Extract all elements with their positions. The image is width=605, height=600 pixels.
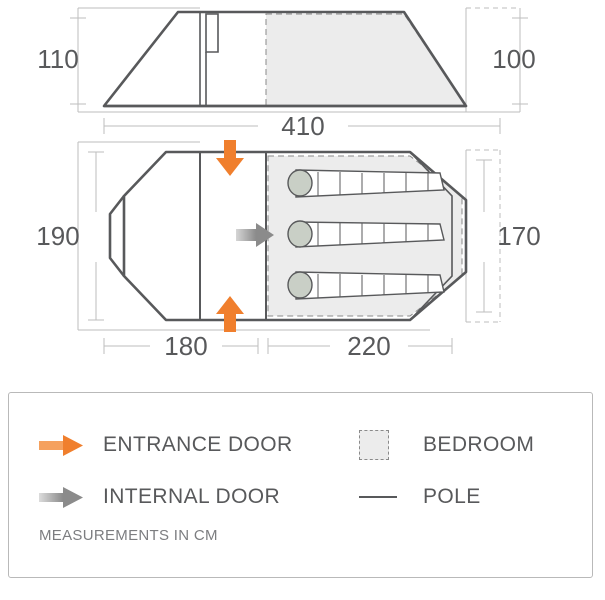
entrance-door-arrow xyxy=(216,140,244,176)
legend-label-pole: POLE xyxy=(423,485,481,508)
grey-arrow-icon xyxy=(39,485,85,509)
legend-item-pole xyxy=(359,485,481,509)
dimension-180: 180 xyxy=(164,331,208,361)
legend-item-bedroom xyxy=(359,430,534,460)
legend-item-internal-door xyxy=(39,485,280,509)
dimension-100: 100 xyxy=(492,44,536,74)
dimension-220: 220 xyxy=(347,331,391,361)
legend-label-entrance-door: ENTRANCE DOOR xyxy=(103,433,293,456)
plan-porch-nose xyxy=(110,196,124,276)
measurement-note: MEASUREMENTS IN CM xyxy=(39,527,218,544)
dimension-410: 410 xyxy=(281,111,325,141)
dimension-170: 170 xyxy=(497,221,541,251)
elevation-door-window xyxy=(206,14,218,52)
sleeping-bags xyxy=(288,170,444,299)
legend-label-bedroom: BEDROOM xyxy=(423,433,535,456)
dimension-110: 110 xyxy=(37,44,79,74)
tent-plan xyxy=(110,140,466,332)
legend-label-internal-door: INTERNAL DOOR xyxy=(103,485,281,508)
legend-item-entrance-door xyxy=(39,433,293,457)
orange-arrow-icon xyxy=(39,433,85,457)
legend-panel xyxy=(8,392,593,578)
tent-elevation xyxy=(104,12,466,106)
pole-line-icon xyxy=(359,496,405,498)
entrance-door-arrow xyxy=(216,296,244,332)
dimension-190: 190 xyxy=(36,221,80,251)
bedroom-swatch-icon xyxy=(359,430,405,460)
elevation-porch-line xyxy=(178,12,200,106)
